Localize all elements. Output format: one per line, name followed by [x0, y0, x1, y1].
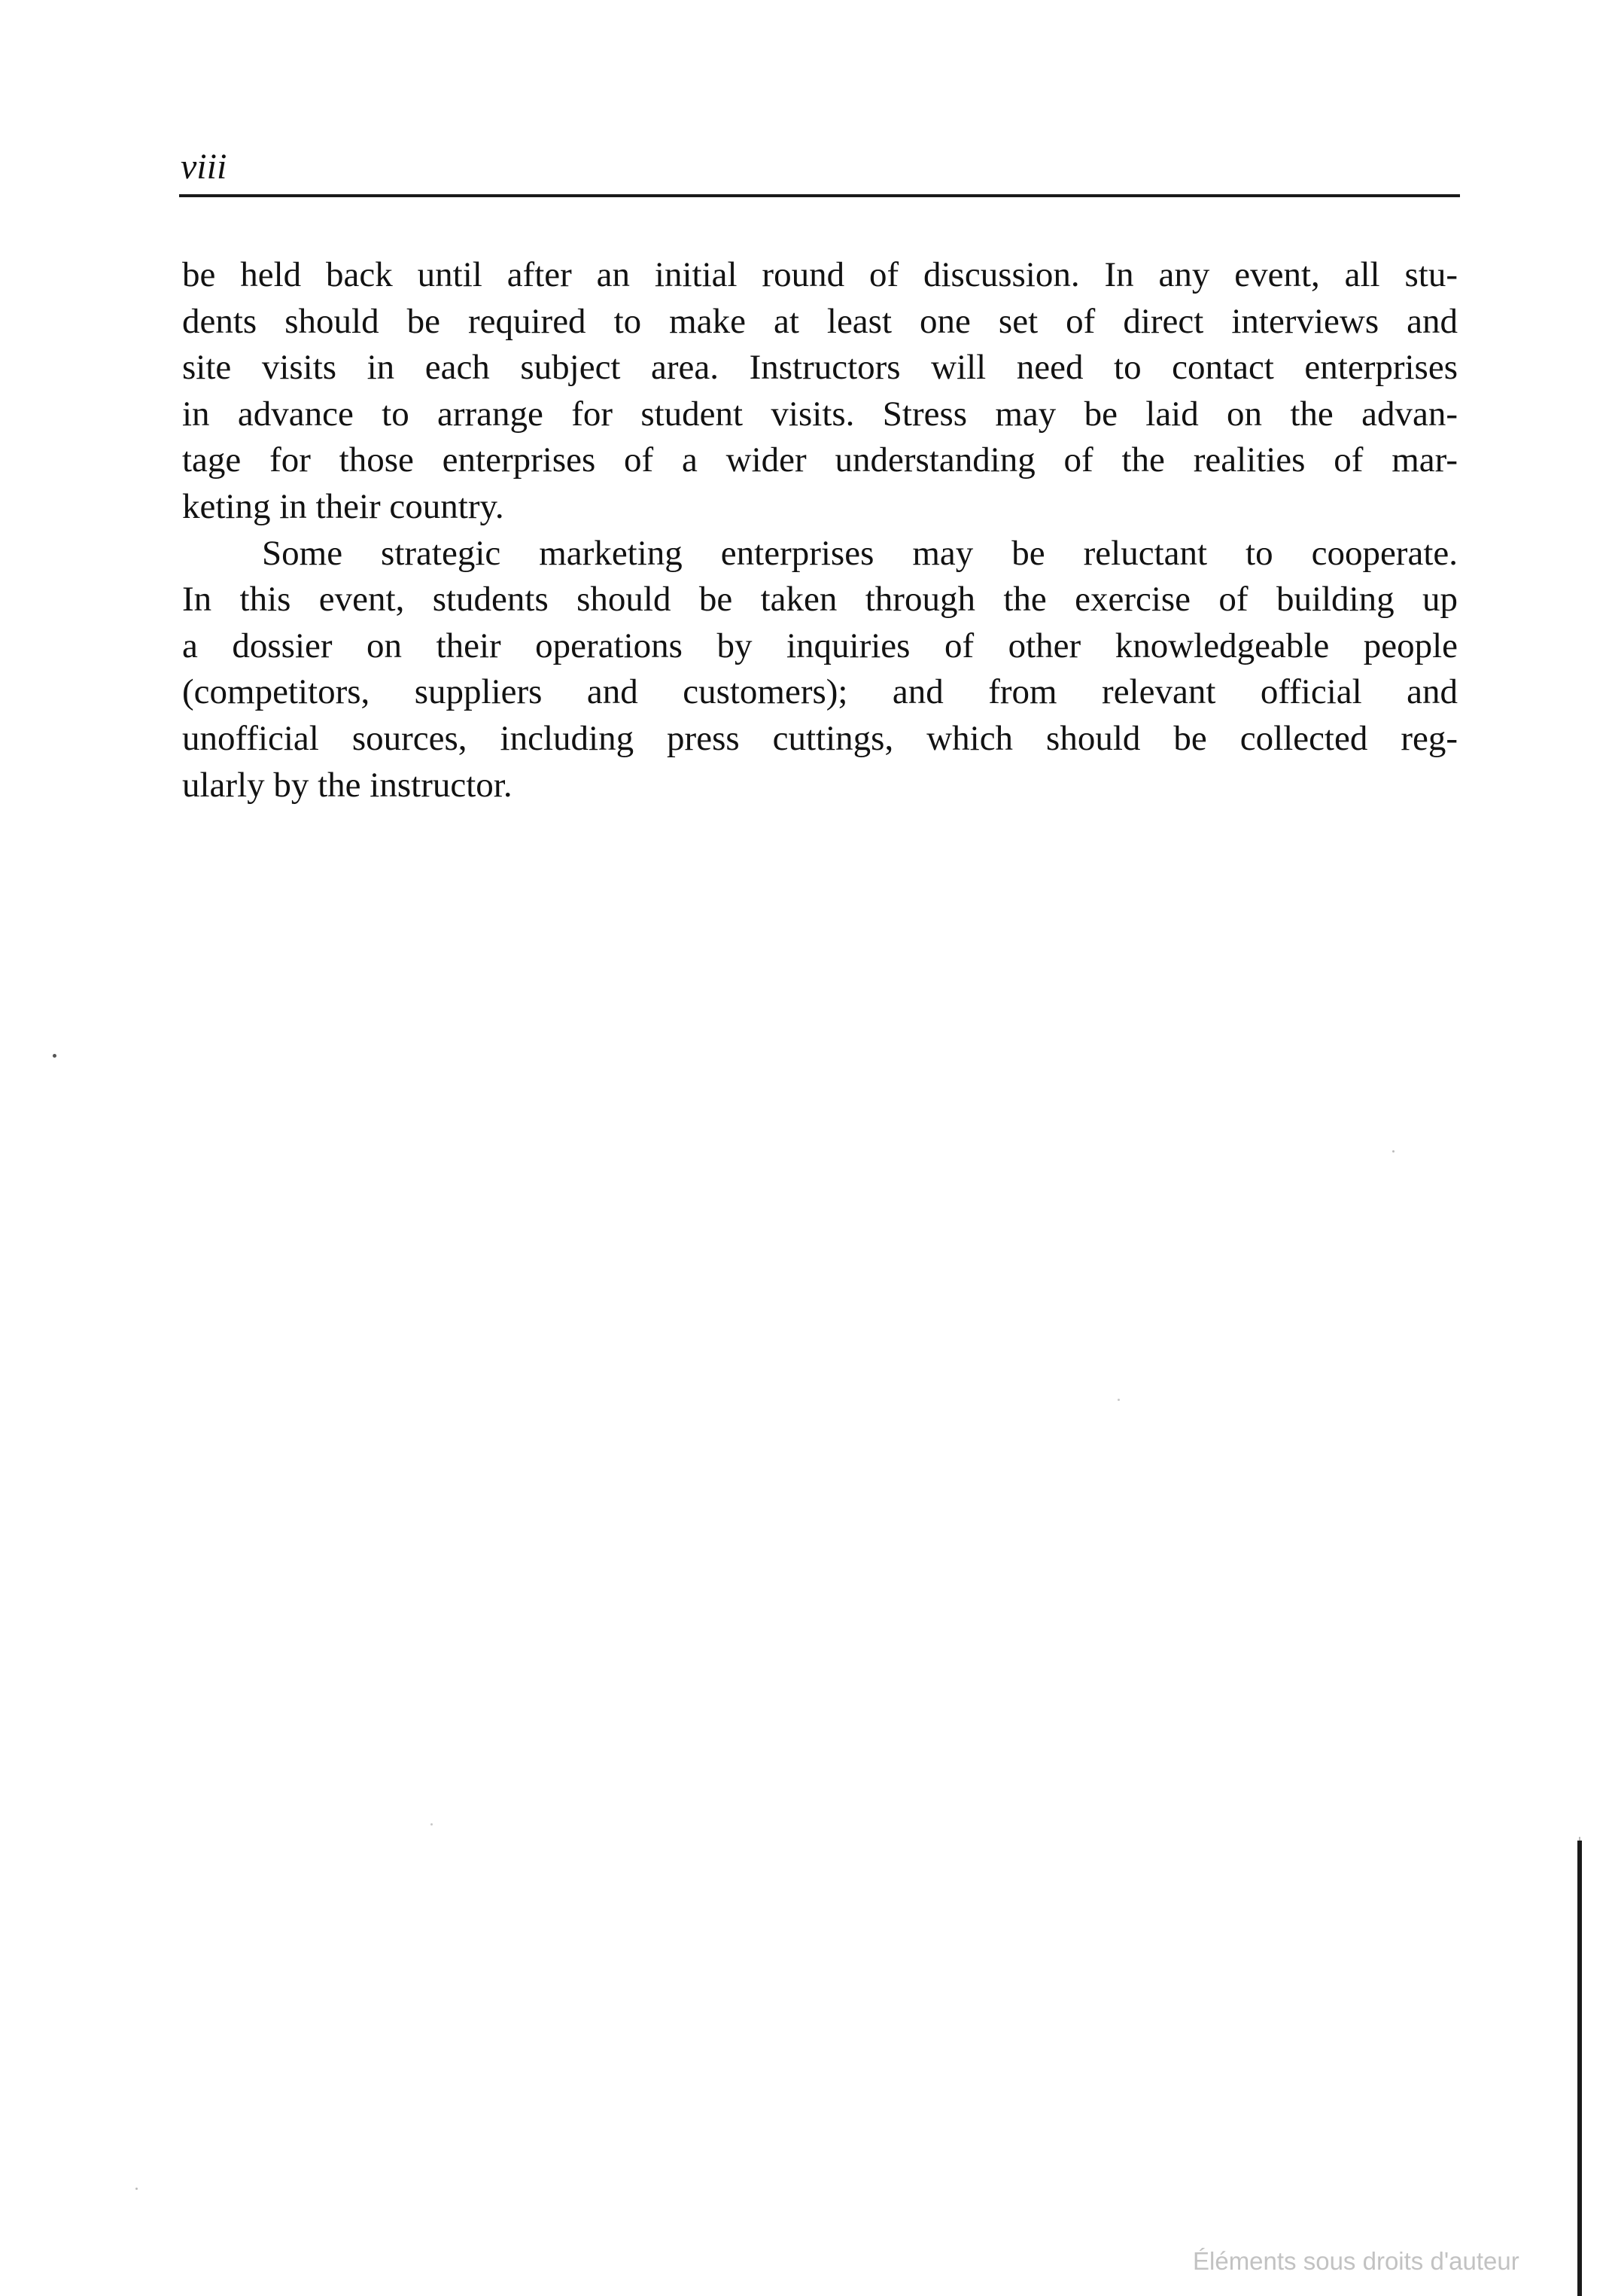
- text-line: tage for those enterprises of a wider understanding of the realities of mar-: [182, 440, 1458, 480]
- text-line: in advance to arrange for student visits. Stress may be laid on the advan-: [182, 394, 1458, 434]
- text-line: In this event, students should be taken through the exercise of building up: [182, 580, 1458, 620]
- text-line: be held back until after an initial round of discussion. In any event, all stu-: [182, 255, 1458, 294]
- text-line: a dossier on their operations by inquiries of other knowledgeable people: [182, 626, 1458, 665]
- scan-speck: [430, 1823, 433, 1826]
- scan-speck: [1118, 1399, 1120, 1401]
- scan-speck: [1392, 1150, 1395, 1153]
- page-number: viii: [181, 147, 227, 187]
- text-line: keting in their country.: [182, 486, 504, 526]
- body-text: [182, 252, 1458, 808]
- text-line: (competitors, suppliers and customers); and from relevant official and: [182, 672, 1458, 712]
- text-line: unofficial sources, including press cuttings, which should be collected reg-: [182, 718, 1458, 758]
- text-line: site visits in each subject area. Instructors will need to contact enterprises: [182, 348, 1458, 388]
- text-line: ularly by the instructor.: [182, 765, 512, 805]
- copyright-watermark: Éléments sous droits d'auteur: [1193, 2247, 1519, 2275]
- scan-edge-bar: [1577, 1841, 1582, 2296]
- header-rule: [179, 194, 1460, 197]
- scan-speck: [135, 2188, 138, 2190]
- text-line: Some strategic marketing enterprises may be reluctant to cooperate.: [262, 533, 1458, 573]
- text-line: dents should be required to make at least one set of direct interviews and: [182, 301, 1458, 341]
- scan-speck: [53, 1054, 56, 1058]
